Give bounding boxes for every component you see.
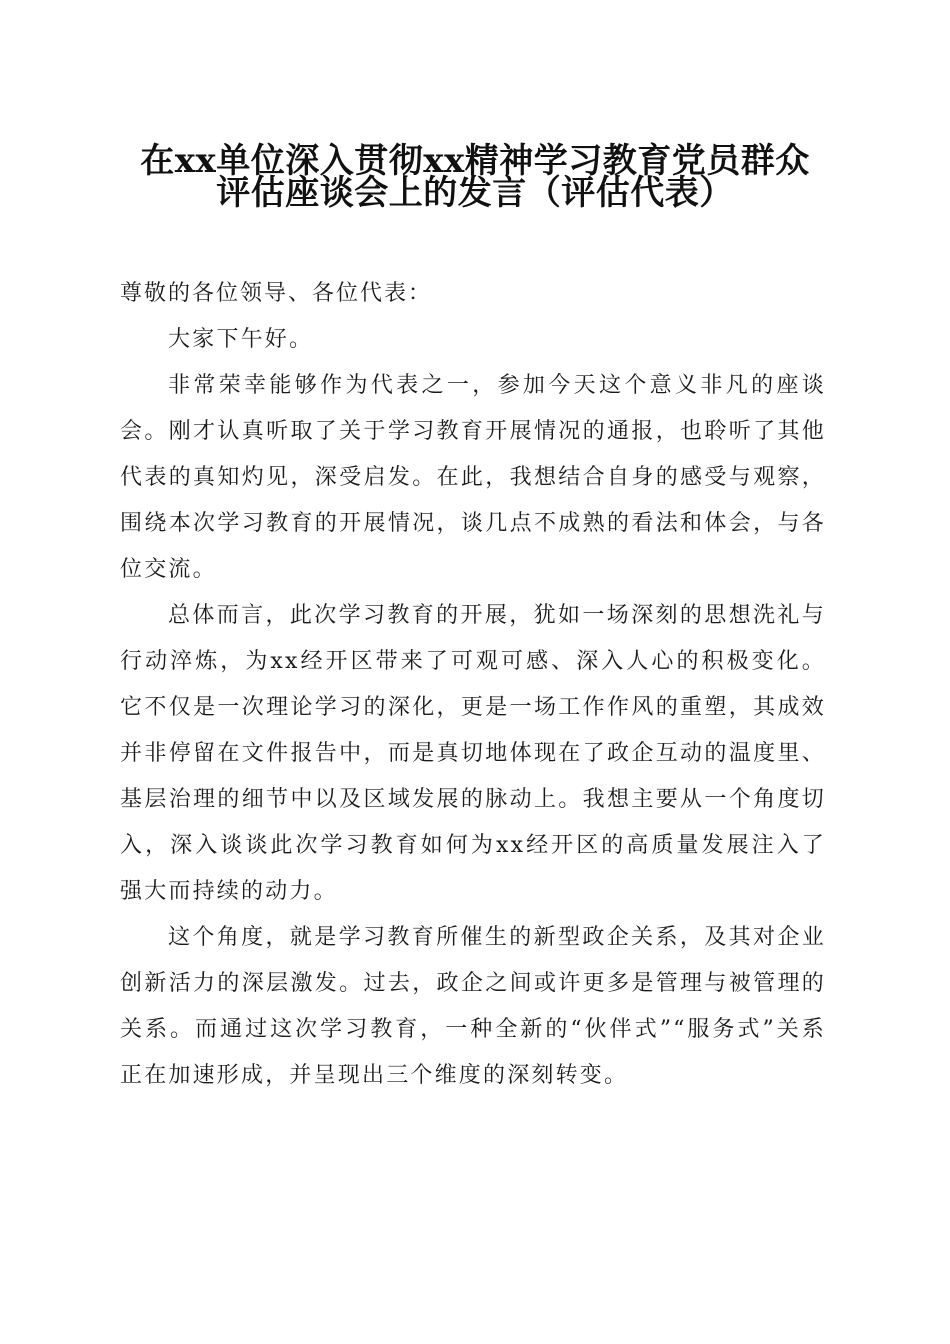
paragraph-perspective: 这个角度，就是学习教育所催生的新型政企关系，及其对企业创新活力的深层激发。过去，政企之间或许更多是管理与被管理的关系。而通过这次学习教育，一种全新的“伙伴式”“服务式”关系正在加速形成，并呈现出三个维度的深刻转变。 — [120, 925, 826, 1088]
paragraph-intro: 非常荣幸能够作为代表之一，参加今天这个意义非凡的座谈会。刚才认真听取了关于学习教育开展情况的通报，也聆听了其他代表的真知灼见，深受启发。在此，我想结合自身的感受与观察，围绕本次学习教育的开展情况，谈几点不成熟的看法和体会，与各位交流。 — [120, 373, 826, 582]
document-title-line-1: 在xx单位深入贯彻xx精神学习教育党员群众 — [140, 141, 810, 181]
document-title-line-2: 评估座谈会上的发言（评估代表） — [216, 173, 734, 213]
salutation: 尊敬的各位领导、各位代表： — [120, 281, 433, 306]
document-body — [120, 271, 826, 1099]
paragraph-overview: 总体而言，此次学习教育的开展，犹如一场深刻的思想洗礼与行动淬炼，为xx经开区带来了可观可感、深入人心的积极变化。它不仅是一次理论学习的深化，更是一场工作作风的重塑，其成效并非停留在文件报告中，而是真切地体现在了政企互动的温度里、基层治理的细节中以及区域发展的脉动上。我想主要从一个角度切入，深入谈谈此次学习教育如何为xx经开区的高质量发展注入了强大而持续的动力。 — [120, 603, 826, 904]
paragraph-greeting: 大家下午好。 — [168, 327, 314, 352]
